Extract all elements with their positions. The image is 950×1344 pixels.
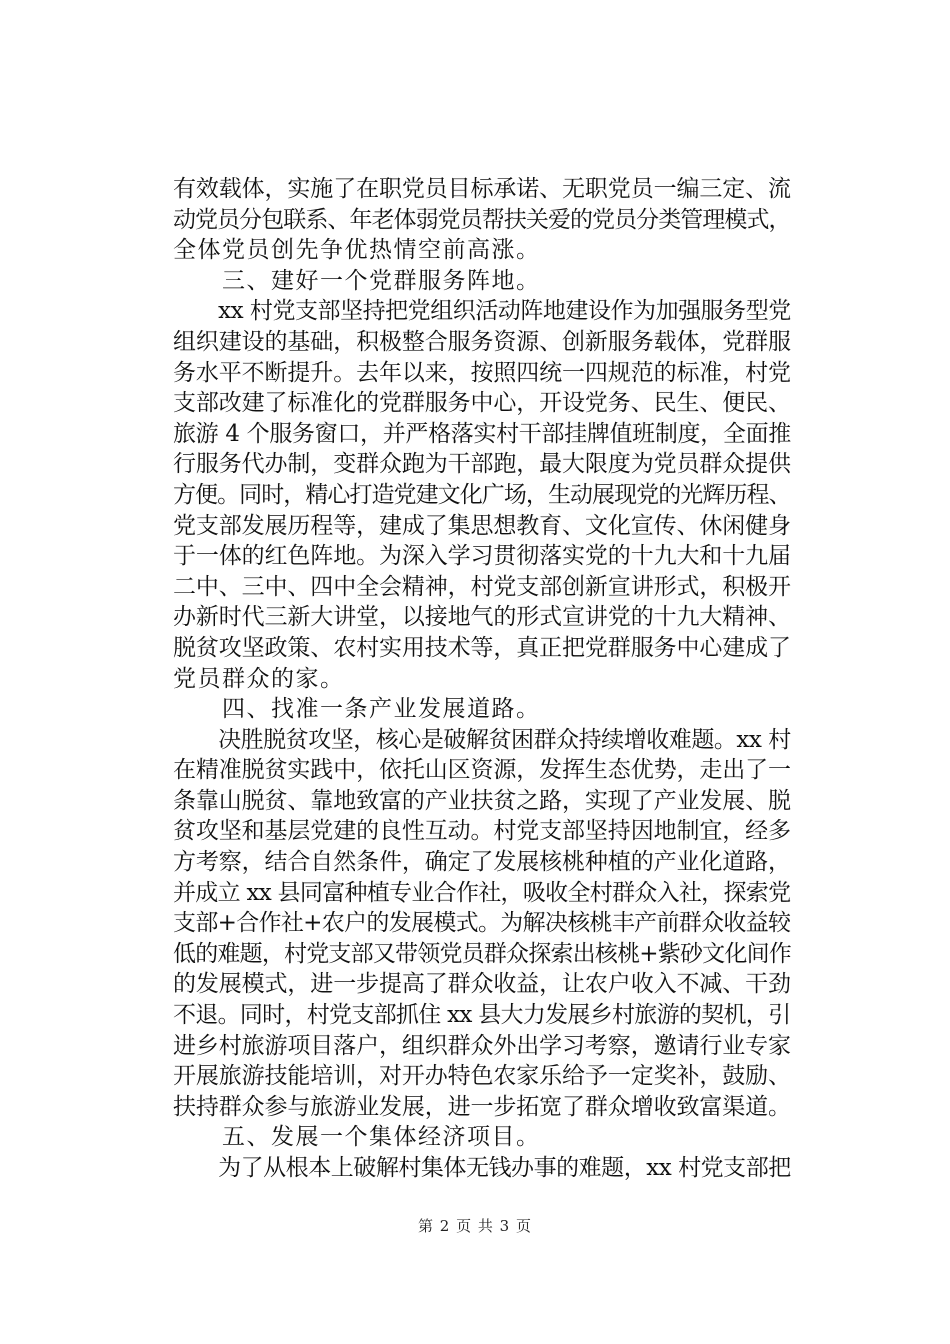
text-line: 低的难题，村党支部又带领党员群众探索出核桃+紫砂文化间作 — [173, 940, 791, 967]
text-line: 于一体的红色阵地。为深入学习贯彻落实党的十九大和十九届 — [173, 543, 791, 570]
text-line: 方便。同时，精心打造党建文化广场，生动展现党的光辉历程、 — [173, 481, 791, 508]
text-line: 党员群众的家。 — [173, 665, 345, 692]
text-line: 务水平不断提升。去年以来，按照四统一四规范的标准，村党 — [173, 359, 791, 386]
page-footer: 第 2 页 共 3 页 — [418, 1217, 532, 1235]
text-line: 不退。同时，村党支部抓住 xx 县大力发展乡村旅游的契机，引 — [173, 1002, 791, 1029]
text-line: 行服务代办制，变群众跑为干部跑，最大限度为党员群众提供 — [173, 451, 791, 478]
text-line: 组织建设的基础，积极整合服务资源、创新服务载体，党群服 — [173, 328, 791, 355]
text-line: 二中、三中、四中全会精神，村党支部创新宣讲形式，积极开 — [173, 573, 791, 600]
text-line: 并成立 xx 县同富种植专业合作社，吸收全村群众入社，探索党 — [173, 879, 791, 906]
text-line: 有效载体，实施了在职党员目标承诺、无职党员一编三定、流 — [173, 176, 791, 202]
text-line: 动党员分包联系、年老体弱党员帮扶关爱的党员分类管理模式， — [173, 206, 791, 233]
text-line: 旅游 4 个服务窗口，并严格落实村干部挂牌值班制度，全面推 — [173, 420, 791, 447]
text-line: 三、建好一个党群服务阵地。 — [173, 267, 541, 294]
text-line: 条靠山脱贫、靠地致富的产业扶贫之路，实现了产业发展、脱 — [173, 787, 791, 814]
text-line: 方考察，结合自然条件，确定了发展核桃种植的产业化道路， — [173, 849, 791, 876]
text-line: 办新时代三新大讲堂，以接地气的形式宣讲党的十九大精神、 — [173, 604, 791, 631]
text-line: 开展旅游技能培训，对开办特色农家乐给予一定奖补，鼓励、 — [173, 1063, 791, 1090]
text-line: 的发展模式，进一步提高了群众收益，让农户收入不减、干劲 — [173, 971, 791, 998]
text-line: 决胜脱贫攻坚，核心是破解贫困群众持续增收难题。xx 村 — [173, 726, 791, 753]
text-line: 为了从根本上破解村集体无钱办事的难题，xx 村党支部把 — [173, 1155, 791, 1181]
text-line: 支部+合作社+农户的发展模式。为解决核桃丰产前群众收益较 — [173, 910, 791, 937]
text-line: 党支部发展历程等，建成了集思想教育、文化宣传、休闲健身 — [173, 512, 791, 539]
text-line: xx 村党支部坚持把党组织活动阵地建设作为加强服务型党 — [173, 298, 791, 325]
text-line: 支部改建了标准化的党群服务中心，开设党务、民生、便民、 — [173, 390, 791, 417]
text-line: 贫攻坚和基层党建的良性互动。村党支部坚持因地制宜，经多 — [173, 818, 791, 845]
text-line: 脱贫攻坚政策、农村实用技术等，真正把党群服务中心建成了 — [173, 634, 791, 661]
text-line: 全体党员创先争优热情空前高涨。 — [173, 237, 541, 264]
text-line: 进乡村旅游项目落户，组织群众外出学习考察，邀请行业专家 — [173, 1032, 791, 1059]
text-line: 扶持群众参与旅游业发展，进一步拓宽了群众增收致富渠道。 — [173, 1093, 791, 1120]
document-body — [173, 174, 793, 1184]
text-line: 在精准脱贫实践中，依托山区资源，发挥生态优势，走出了一 — [173, 757, 791, 784]
text-line: 五、发展一个集体经济项目。 — [173, 1124, 541, 1151]
text-line: 四、找准一条产业发展道路。 — [173, 696, 541, 723]
